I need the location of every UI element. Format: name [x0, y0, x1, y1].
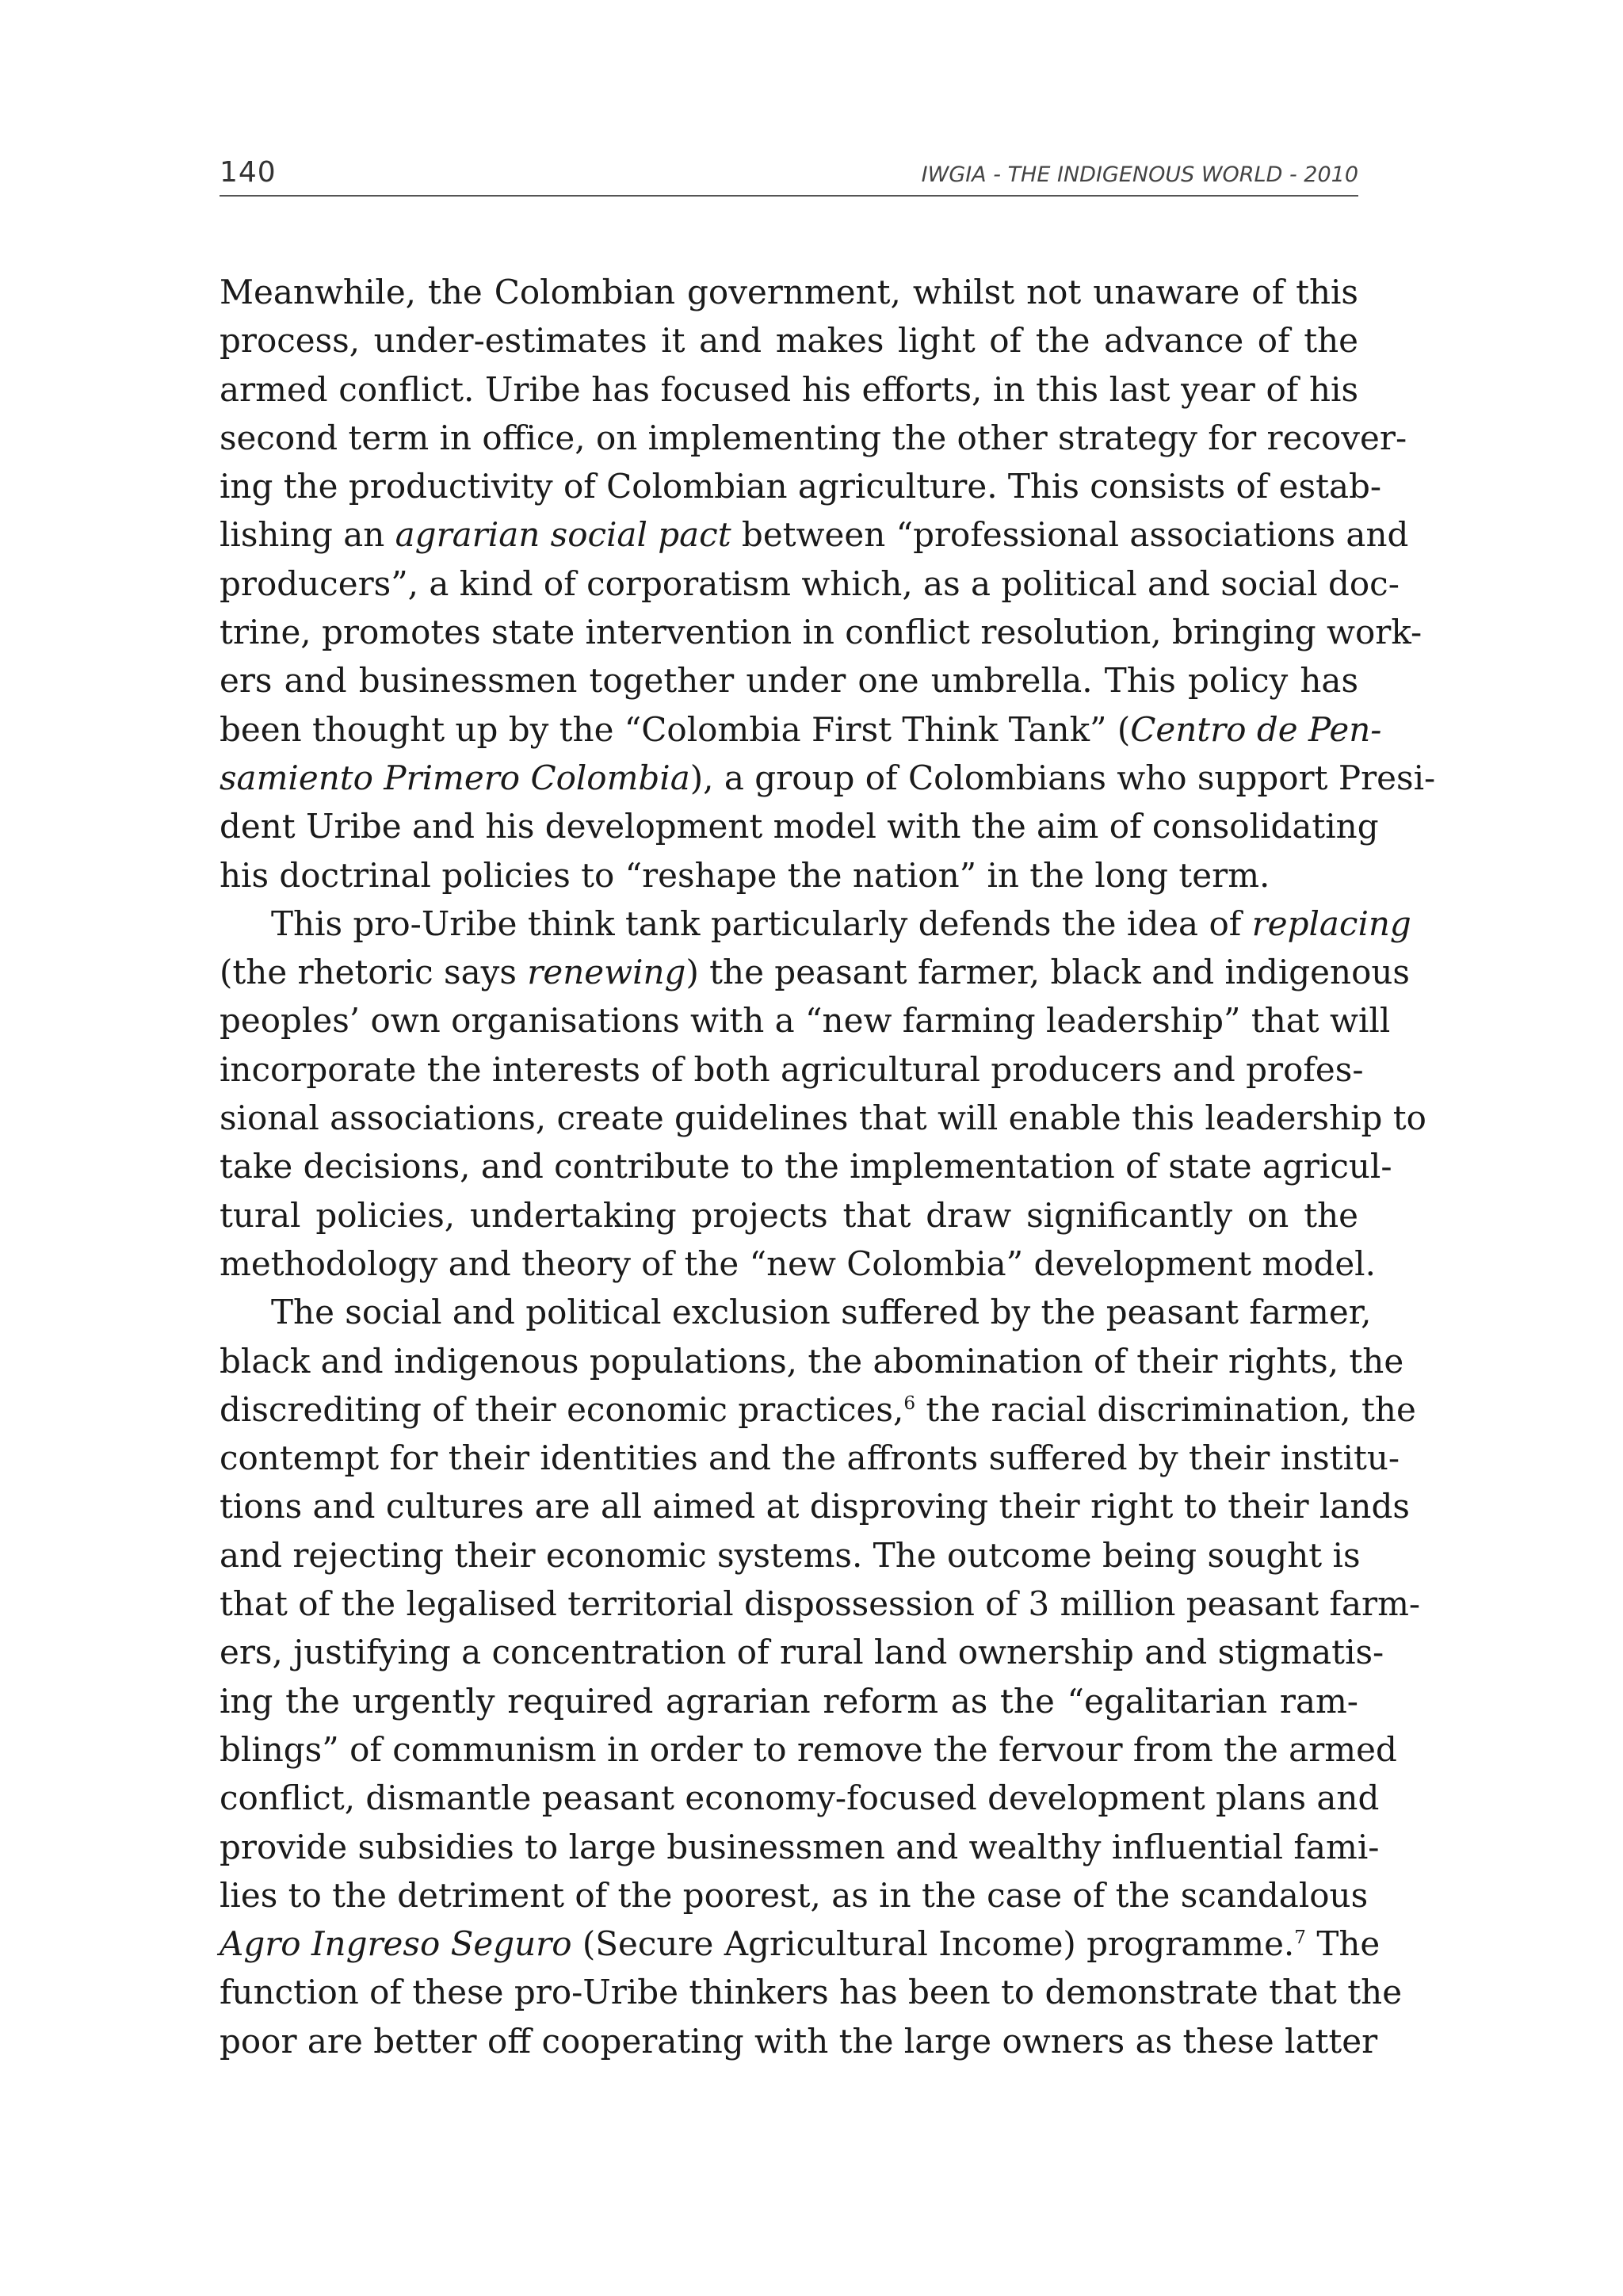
text-run: ers and businessmen together under one umbrella. This policy has: [220, 661, 1358, 701]
text-run: Meanwhile, the Colombian government, whilst not unaware of this: [220, 273, 1358, 311]
text-run: The: [1305, 1924, 1381, 1964]
text-line: [220, 1531, 1361, 1580]
text-run: tions and cultures are all aimed at disproving their right to their lands: [220, 1487, 1410, 1526]
text-run: lies to the detriment of the poorest, as in the case of the scandalous: [220, 1875, 1369, 1915]
text-run: methodology and theory of the “new Colombia” development model.: [220, 1244, 1376, 1283]
text-line: [220, 1094, 1426, 1142]
text-line: [220, 851, 1358, 900]
text-line: [220, 365, 1358, 414]
text-run: ers, justifying a concentration of rural land ownership and stigmatis-: [220, 1633, 1384, 1672]
text-line: [220, 414, 1407, 462]
text-line: [220, 1628, 1384, 1676]
paragraph: [220, 1288, 1421, 2065]
text-run: ) the peasant farmer, black and indigenous: [685, 953, 1410, 992]
text-run: tural policies, undertaking projects that draw significantly on the: [220, 1195, 1358, 1235]
text-run: armed conflict. Uribe has focused his efforts, in this last year of his: [220, 369, 1358, 409]
text-run: lishing an: [220, 515, 395, 555]
text-line: [220, 1434, 1400, 1482]
text-line: [220, 316, 1358, 365]
text-run: (the rhetoric says: [220, 953, 528, 992]
text-run: ), a group of Colombians who support Presi-: [689, 758, 1436, 797]
text-line: [220, 1871, 1369, 1920]
text-run: between “professional associations and: [731, 515, 1409, 555]
text-line: [220, 1725, 1397, 1774]
text-run: provide subsidies to large businessmen and wealthy influential fami-: [220, 1827, 1380, 1866]
text-run: process, under-estimates it and makes light of the advance of the: [220, 321, 1358, 361]
text-line: [220, 1337, 1404, 1385]
text-run: and rejecting their economic systems. The outcome being sought is: [220, 1535, 1361, 1575]
text-line: [220, 656, 1358, 705]
italic-text: agrarian social pact: [395, 515, 731, 555]
running-header: [220, 151, 1358, 197]
text-line: [220, 1191, 1358, 1240]
text-run: poor are better off cooperating with the large owners as these latter: [220, 2021, 1378, 2061]
text-line: [220, 948, 1410, 996]
italic-text: replacing: [1251, 904, 1411, 943]
text-run: second term in office, on implementing the other strategy for recover-: [220, 418, 1407, 457]
text-line: [220, 1045, 1364, 1094]
page-number: 140: [220, 156, 277, 189]
text-line: [220, 1677, 1358, 1725]
text-line: [220, 1482, 1410, 1530]
text-run: conflict, dismantle peasant economy-focused development plans and: [220, 1778, 1380, 1818]
running-head-title: IWGIA - THE INDIGENOUS WORLD - 2010: [921, 162, 1358, 187]
text-run: peoples’ own organisations with a “new farming leadership” that will: [220, 1001, 1391, 1041]
text-run: function of these pro-Uribe thinkers has been to demonstrate that the: [220, 1973, 1403, 2012]
italic-text: samiento Primero Colombia: [220, 758, 690, 797]
footnote-ref: 7: [1294, 1927, 1306, 1949]
text-line: [220, 2017, 1378, 2065]
text-line: [220, 900, 1411, 948]
text-run: black and indigenous populations, the abomination of their rights, the: [220, 1341, 1404, 1381]
paragraph: [220, 900, 1426, 1288]
text-run: (Secure Agricultural Income) programme.: [571, 1924, 1295, 1964]
text-line: [220, 268, 1358, 316]
text-run: producers”, a kind of corporatism which, as a political and social doc-: [220, 563, 1400, 603]
text-line: [220, 1774, 1380, 1822]
text-run: discrediting of their economic practices,: [220, 1389, 904, 1429]
text-run: trine, promotes state intervention in conflict resolution, bringing work-: [220, 613, 1423, 652]
text-line: [220, 1142, 1392, 1190]
text-line: [220, 705, 1382, 754]
paragraph: [220, 268, 1436, 900]
text-run: sional associations, create guidelines that will enable this leadership to: [220, 1098, 1426, 1138]
text-line: [220, 754, 1436, 802]
body-text: [220, 268, 1436, 2065]
text-run: the racial discrimination, the: [915, 1389, 1416, 1429]
text-run: incorporate the interests of both agricultural producers and profes-: [220, 1049, 1364, 1089]
text-line: [220, 462, 1382, 510]
text-line: [220, 1240, 1376, 1288]
text-run: This pro-Uribe think tank particularly defends the idea of: [271, 904, 1252, 943]
text-line: [220, 1580, 1421, 1628]
text-line: [220, 802, 1379, 850]
text-run: take decisions, and contribute to the implementation of state agricul-: [220, 1147, 1392, 1186]
text-line: [220, 608, 1423, 656]
text-line: [220, 1385, 1416, 1434]
text-line: [220, 1823, 1380, 1871]
italic-text: Agro Ingreso Seguro: [220, 1924, 572, 1964]
italic-text: renewing: [527, 953, 686, 992]
text-run: blings” of communism in order to remove the fervour from the armed: [220, 1729, 1397, 1769]
text-run: ing the productivity of Colombian agriculture. This consists of estab-: [220, 467, 1382, 506]
text-run: dent Uribe and his development model with the aim of consolidating: [220, 807, 1379, 846]
text-run: contempt for their identities and the affronts suffered by their institu-: [220, 1438, 1400, 1478]
text-run: The social and political exclusion suffered by the peasant farmer,: [271, 1293, 1372, 1332]
text-run: ing the urgently required agrarian reform as the “egalitarian ram-: [220, 1681, 1358, 1721]
text-line: [220, 996, 1391, 1045]
text-run: his doctrinal policies to “reshape the nation” in the long term.: [220, 855, 1270, 895]
text-line: [220, 560, 1400, 608]
footnote-ref: 6: [903, 1392, 916, 1414]
text-line: [220, 1968, 1403, 2016]
text-line: [220, 1288, 1372, 1336]
text-line: [220, 1920, 1381, 1968]
italic-text: Centro de Pen-: [1130, 709, 1382, 749]
text-run: been thought up by the “Colombia First Think Tank” (: [220, 709, 1131, 749]
text-run: that of the legalised territorial dispossession of 3 million peasant farm-: [220, 1584, 1421, 1624]
text-line: [220, 510, 1409, 559]
